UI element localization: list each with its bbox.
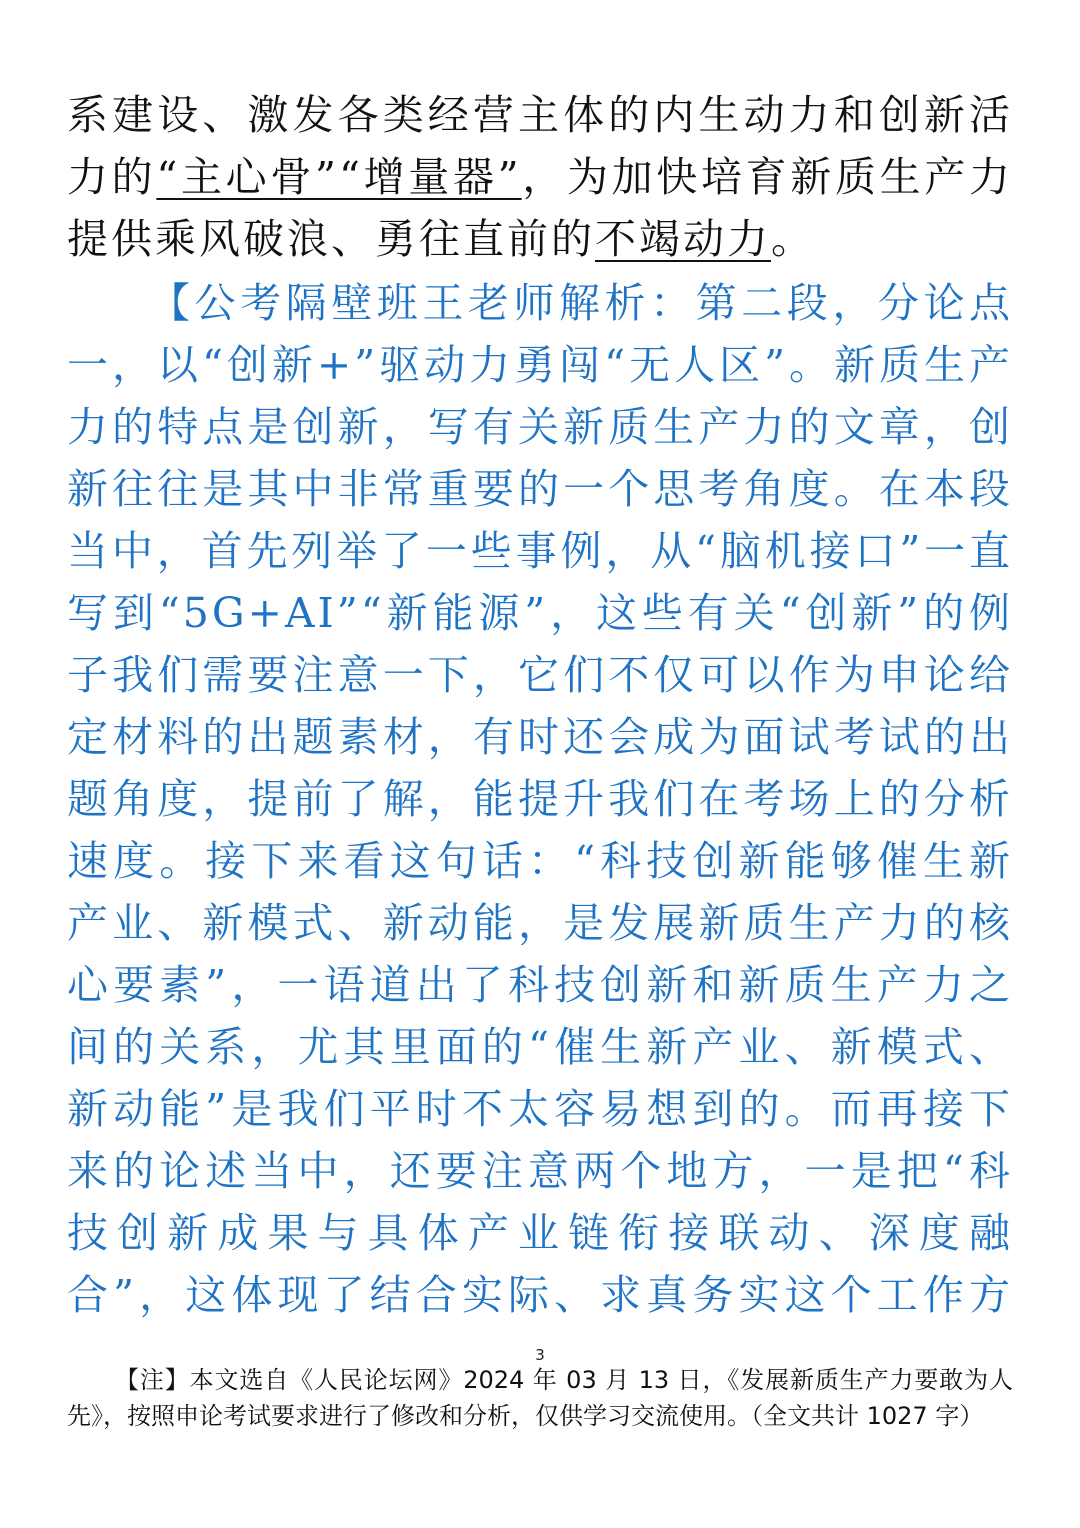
footnote: 【注】本文选自《人民论坛网》2024 年 03 月 13 日，《发展新质生产力要敢为人先》，按照申论考试要求进行了修改和分析，仅供学习交流使用。（全文共计 1027 字） xyxy=(67,1366,1013,1430)
paragraph-text: 系建设、激发各类经营主体的内生动力和创新活力的 xyxy=(67,91,1013,201)
paragraph-text: ，为加快培育新质生产力提供乘风破浪、勇往直前的 xyxy=(67,153,1014,263)
analysis-paragraph: 【公考隔壁班王老师解析：第二段，分论点一，以“创新+”驱动力勇闯“无人区”。新质生产力的特点是创新，写有关新质生产力的文章，创新往往是其中非常重要的一个思考角度。在本段当中，首先列举了一些事例，从“脑机接口”一直写到“5G+AI”“新能源”，这些有关“创新”的例子我们需要注意一下，它们不仅可以作为申论给定材料的出题素材，有时还会成为面试考试的出题角度，提前了解，能提升我们在考场上的分析速度。接下来看这句话：“科技创新能够催生新产业、新模式、新动能，是发展新质生产力的核心要素”，一语道出了科技创新和新质生产力之间的关系，尤其里面的“催生新产业、新模式、新动能”是我们平时不太容易想到的。而再接下来的论述当中，还要注意两个地方，一是把“科技创新成果与具体产业链衔接联动、深度融合”，这体现了结合实际、求真务实这个工作方 xyxy=(67,279,1013,1319)
underlined-phrase-bujie-dongli: 不竭动力 xyxy=(595,215,771,263)
page-number: 3 xyxy=(535,1346,545,1364)
paragraph-text: 。 xyxy=(771,215,815,263)
article-paragraph xyxy=(67,84,1013,270)
underlined-phrase-zhuxingu-zengliangqi: “主心骨”“增量器” xyxy=(156,153,522,201)
